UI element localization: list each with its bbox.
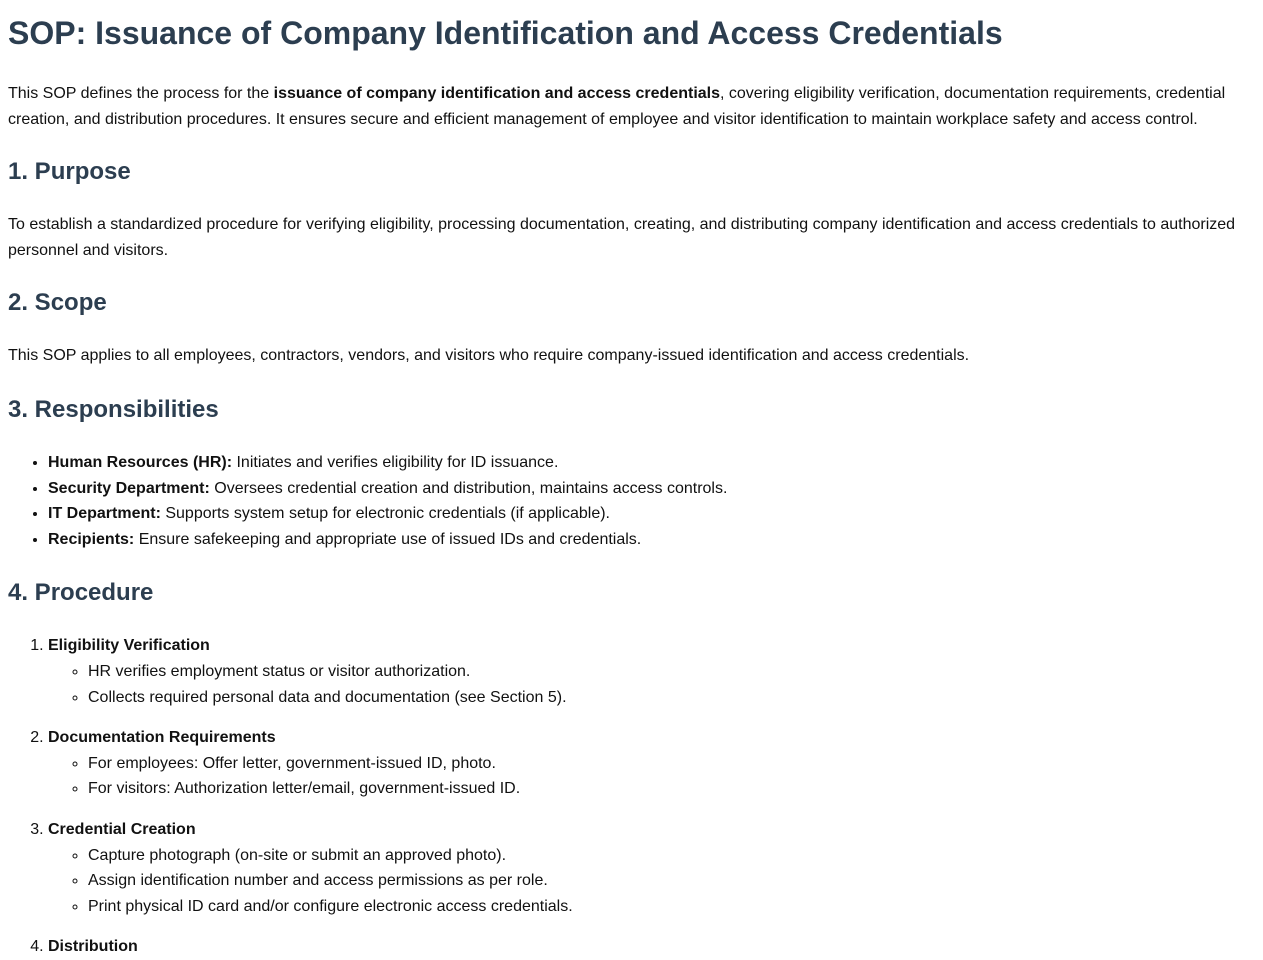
responsibility-text: Ensure safekeeping and appropriate use of issued IDs and credentials.	[134, 530, 642, 548]
procedure-heading: 4. Procedure	[8, 579, 154, 607]
step-title: Credential Creation	[48, 820, 196, 838]
substep-item: ◦ For employees: Offer letter, government-issued ID, photo.	[88, 751, 1255, 777]
substep-item: ◦ Print physical ID card and/or configure electronic access credentials.	[88, 894, 1255, 920]
step-substeps	[48, 843, 1255, 920]
responsibility-item	[48, 476, 1255, 502]
responsibility-text: Initiates and verifies eligibility for ID issuance.	[232, 453, 559, 471]
responsibilities-heading: 3. Responsibilities	[8, 395, 219, 423]
procedure-step	[48, 817, 1255, 919]
responsibility-role: Human Resources (HR):	[48, 453, 233, 471]
step-substeps	[48, 751, 1255, 802]
substep-item: ◦ Capture photograph (on-site or submit an approved photo).	[88, 843, 1255, 869]
procedure-steps	[8, 633, 1255, 960]
scope-heading: 2. Scope	[8, 289, 107, 317]
substep-item: ◦ For visitors: Authorization letter/email, government-issued ID.	[88, 776, 1255, 802]
responsibility-text: Oversees credential creation and distribution, maintains access controls.	[209, 479, 728, 497]
page-title: SOP: Issuance of Company Identification and Access Credentials	[8, 15, 1003, 51]
responsibility-item	[48, 527, 1255, 553]
step-title: Documentation Requirements	[48, 729, 276, 747]
responsibility-text: Supports system setup for electronic credentials (if applicable).	[160, 505, 610, 523]
substep-item: ◦ HR verifies employment status or visitor authorization.	[88, 659, 1255, 685]
responsibility-role: Security Department:	[48, 479, 210, 497]
responsibility-item	[48, 450, 1255, 476]
purpose-text: To establish a standardized procedure for verifying eligibility, processing documentation, creating, and distributing company identification and access credentials to authorized personnel and visitors.	[8, 216, 1236, 259]
responsibility-role: Recipients:	[48, 530, 135, 548]
intro-paragraph	[8, 81, 1255, 132]
responsibility-role: IT Department:	[48, 505, 161, 523]
step-title: Distribution	[48, 938, 138, 956]
responsibilities-list	[8, 450, 1255, 552]
responsibility-item	[48, 501, 1255, 527]
substep-item: ◦ Collects required personal data and documentation (see Section 5).	[88, 685, 1255, 711]
procedure-step	[48, 725, 1255, 802]
substep-item: ◦ Assign identification number and access permissions as per role.	[88, 868, 1255, 894]
scope-text: This SOP applies to all employees, contractors, vendors, and visitors who require company-issued identification and access credentials.	[8, 347, 970, 365]
step-substeps	[48, 659, 1255, 710]
purpose-heading: 1. Purpose	[8, 158, 131, 186]
intro-text-start: This SOP defines the process for the	[8, 85, 274, 102]
procedure-step	[48, 934, 1255, 960]
step-title: Eligibility Verification	[48, 637, 210, 655]
procedure-step	[48, 633, 1255, 710]
intro-text-end: , covering eligibility verification, documentation requirements, credential creation, and distribution procedures. It ensures secure and efficient management of employee and visitor identification to maintain workplace safety and access control.	[8, 85, 1226, 128]
intro-text-bold: issuance of company identification and access credentials	[273, 85, 720, 102]
document	[0, 14, 1263, 960]
